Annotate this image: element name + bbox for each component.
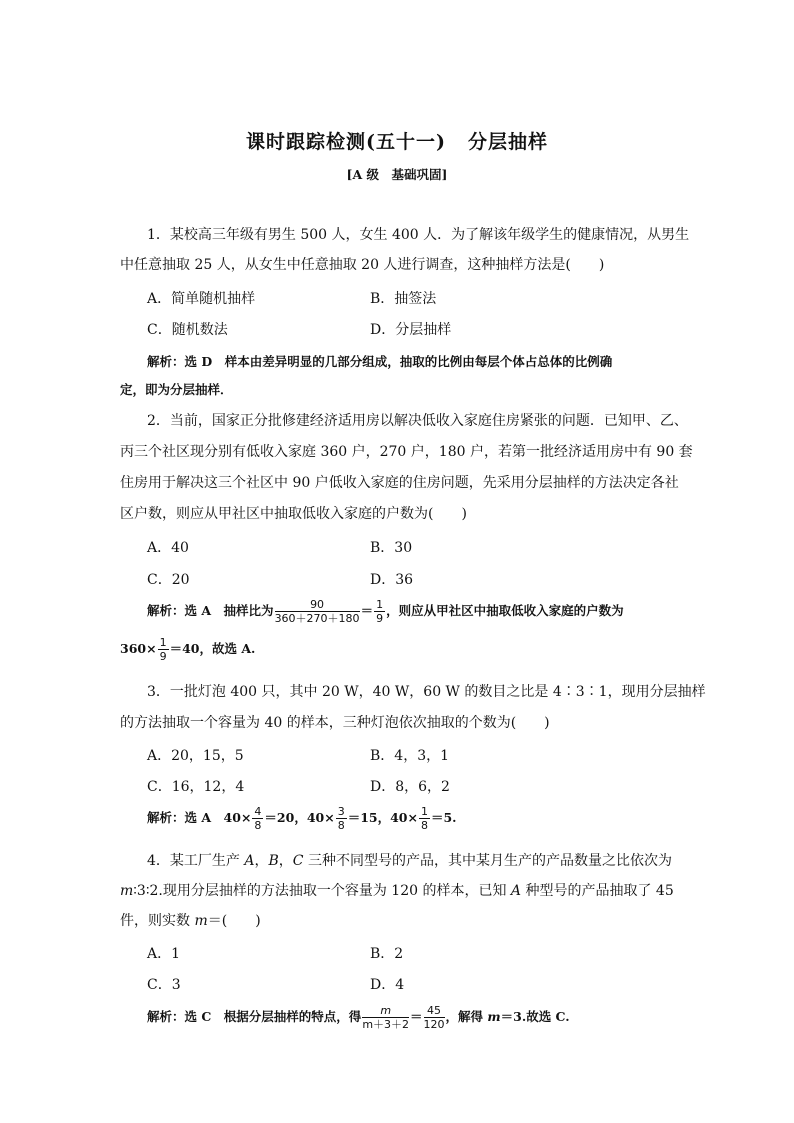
q3-answer-end: ＝5. xyxy=(430,810,457,825)
q4-answer-var-m: m xyxy=(487,1009,501,1024)
q4-answer-prefix: 解析：选 C 根据分层抽样的特点，得 xyxy=(147,1009,362,1024)
q2-answer-line1 xyxy=(147,596,624,626)
q1-answer-line1: 解析：选 D 样本由差异明显的几部分组成，抽取的比例由每层个体占总体的比例确 xyxy=(147,354,613,369)
q4-line3 xyxy=(120,911,261,931)
q2-line3: 住房用于解决这三个社区中 90 户低收入家庭的住房问题，先采用分层抽样的方法决定各社 xyxy=(120,475,679,491)
q3-option-a: A．20，15，5 xyxy=(147,748,244,764)
q2-line1: 2．当前，国家正分批修建经济适用房以解决低收入家庭住房紧张的问题．已知甲、乙、 xyxy=(147,413,688,429)
q4-option-d: D．4 xyxy=(370,977,405,993)
q1-option-c: C．随机数法 xyxy=(147,322,228,338)
q4-option-a: A．1 xyxy=(147,946,181,962)
q3-fraction-1-num: 4 xyxy=(254,805,262,818)
q2-fraction-3-num: 1 xyxy=(159,636,167,649)
q4-answer-end: ＝3.故选 C. xyxy=(500,1009,570,1024)
q4-fraction-1-den: m＋3＋2 xyxy=(362,1018,410,1031)
q3-option-d: D．8，6，2 xyxy=(370,779,450,795)
q3-option-c: C．16，12，4 xyxy=(147,779,245,795)
q4-var-a2: A xyxy=(510,883,522,899)
q1-answer-line2: 定，即为分层抽样． xyxy=(120,382,233,397)
q4-fraction-2-den: 120 xyxy=(423,1018,445,1031)
page-title xyxy=(0,127,794,154)
q2-answer-post: ，则应从甲社区中抽取低收入家庭的户数为 xyxy=(386,603,624,618)
q4-answer xyxy=(147,1002,570,1032)
q3-fraction-1 xyxy=(252,806,263,831)
q2-line2: 丙三个社区现分别有低收入家庭 360 户，270 户，180 户，若第一批经济适用房中有 90 套 xyxy=(120,444,693,460)
q2-fraction-1-num: 90 xyxy=(275,599,360,612)
q1-option-b: B．抽签法 xyxy=(370,291,437,307)
q3-option-b: B．4，3，1 xyxy=(370,748,450,764)
q4-line1-a: 4．某工厂生产 xyxy=(147,853,245,869)
title-main: 课时跟踪检测(五十一) xyxy=(246,131,446,153)
q3-answer-mid2: ＝15，40× xyxy=(347,810,418,825)
q4-answer-eq: ＝ xyxy=(410,1009,423,1024)
q4-option-c: C．3 xyxy=(147,977,181,993)
q4-line2-b: 种型号的产品抽取了 45 xyxy=(521,883,674,899)
q4-line2 xyxy=(120,881,674,901)
q2-answer-eq: ＝ xyxy=(360,603,374,618)
q1-line2: 中任意抽取 25 人，从女生中任意抽取 20 人进行调查，这种抽样方法是( ) xyxy=(120,257,605,273)
q2-fraction-2-den: 9 xyxy=(376,612,384,625)
q4-fraction-1-num xyxy=(362,1005,409,1018)
q4-var-c: C xyxy=(292,853,304,869)
q2-line4: 区户数，则应从甲社区中抽取低收入家庭的户数为( ) xyxy=(120,506,467,522)
q1-line1: 1．某校高三年级有男生 500 人，女生 400 人．为了解该年级学生的健康情况，从男生 xyxy=(147,227,690,243)
q4-fraction-2 xyxy=(424,1005,445,1030)
q2-option-b: B．30 xyxy=(370,540,413,556)
title-sub: 分层抽样 xyxy=(467,131,548,153)
q2-answer-prefix: 解析：选 A 抽样比为 xyxy=(147,603,274,618)
q3-line1: 3．一批灯泡 400 只，其中 20 W，40 W，60 W 的数目之比是 4∶3∶1，现用分层抽样 xyxy=(147,684,706,700)
section-level: [A 级 基础巩固] xyxy=(346,167,448,182)
q2-fraction-2 xyxy=(374,599,385,624)
q4-fraction-2-num: 45 xyxy=(424,1005,445,1018)
q3-fraction-3-num: 1 xyxy=(420,805,428,818)
q2-answer2-post: ＝40，故选 A. xyxy=(169,641,256,656)
q2-fraction-1-den: 360＋270＋180 xyxy=(274,612,360,625)
q2-answer-line2 xyxy=(120,634,255,664)
q4-var-m: m xyxy=(120,883,134,899)
q3-fraction-2 xyxy=(336,806,347,831)
q3-answer-prefix: 解析：选 A 40× xyxy=(147,810,252,825)
q3-line2: 的方法抽取一个容量为 40 的样本，三种灯泡依次抽取的个数为( ) xyxy=(120,715,550,731)
q3-fraction-2-den: 8 xyxy=(337,819,345,832)
q2-fraction-2-num: 1 xyxy=(376,598,384,611)
q4-answer-mid: ，解得 xyxy=(445,1009,488,1024)
q4-line2-a: ∶3∶2.现用分层抽样的方法抽取一个容量为 120 的样本，已知 xyxy=(133,883,511,899)
q3-answer xyxy=(147,803,457,833)
q3-fraction-1-den: 8 xyxy=(254,819,262,832)
q4-line1 xyxy=(147,851,672,871)
q2-fraction-3 xyxy=(158,637,169,662)
q4-var-b: B xyxy=(268,853,279,869)
q2-option-a: A．40 xyxy=(147,540,189,556)
q1-option-a: A．简单随机抽样 xyxy=(147,291,256,307)
q3-answer-mid1: ＝20，40× xyxy=(264,810,335,825)
q4-fraction-1 xyxy=(362,1005,409,1030)
q4-comma-2: ， xyxy=(278,853,293,869)
q1-option-d: D．分层抽样 xyxy=(370,322,452,338)
q2-option-c: C．20 xyxy=(147,572,190,588)
q2-fraction-1 xyxy=(275,599,360,624)
q4-fraction-1-num-text: m xyxy=(380,1004,392,1017)
q2-option-d: D．36 xyxy=(370,572,414,588)
q3-fraction-2-num: 3 xyxy=(337,805,345,818)
q3-fraction-3 xyxy=(419,806,430,831)
q2-fraction-3-den: 9 xyxy=(159,650,167,663)
q4-comma-1: ， xyxy=(254,853,269,869)
q2-answer2-prefix: 360× xyxy=(120,641,157,656)
q3-fraction-3-den: 8 xyxy=(420,819,428,832)
q4-option-b: B．2 xyxy=(370,946,404,962)
q4-line3-a: 件，则实数 xyxy=(120,913,195,929)
q4-line3-b: ＝( ) xyxy=(207,913,261,929)
q4-var-m2: m xyxy=(194,913,208,929)
q4-line1-b: 三种不同型号的产品，其中某月生产的产品数量之比依次为 xyxy=(303,853,672,869)
q4-var-a: A xyxy=(244,853,255,869)
